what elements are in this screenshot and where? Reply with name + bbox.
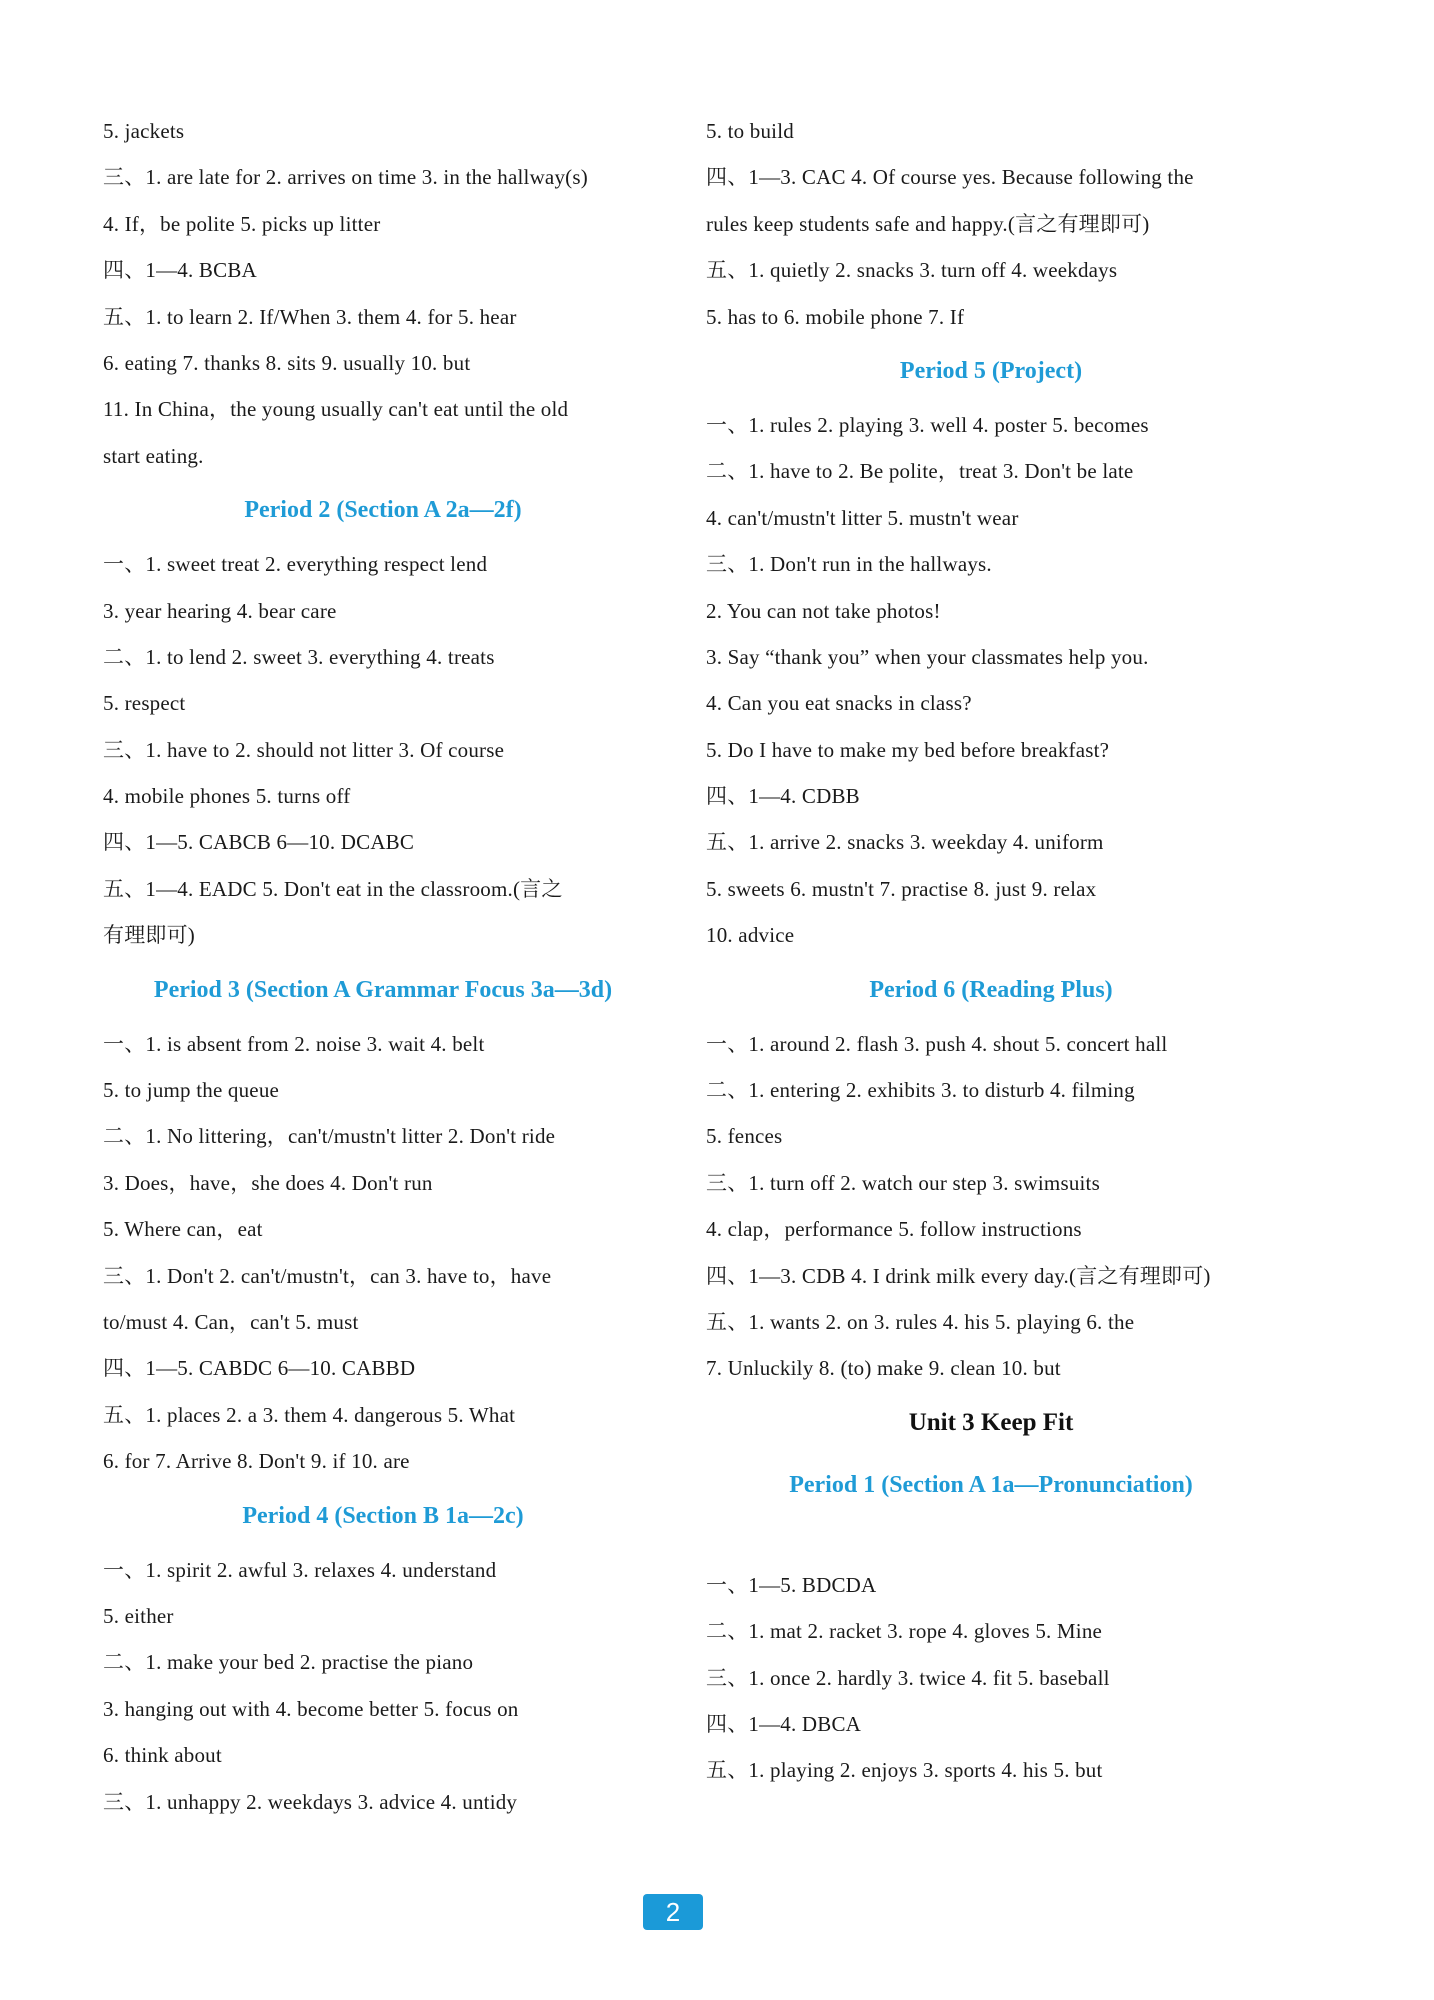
answer-line: 五、1. arrive 2. snacks 3. weekday 4. uniform [706,830,1104,855]
section-heading: Period 2 (Section A 2a—2f) [244,497,522,524]
answer-line: 一、1. spirit 2. awful 3. relaxes 4. understand [103,1557,497,1582]
answer-line: 有理即可) [103,923,195,948]
answer-line: 11. In China，the young usually can't eat until the old [103,397,569,422]
answer-line: 三、1. Don't run in the hallways. [706,552,992,577]
answer-line: 四、1—3. CDB 4. I drink milk every day.(言之有理即可) [706,1263,1211,1288]
answer-line: 二、1. No littering，can't/mustn't litter 2. Don't ride [103,1124,556,1149]
answer-line: 四、1—5. CABDC 6—10. CABBD [103,1356,416,1381]
answer-line: 4. can't/mustn't litter 5. mustn't wear [706,505,1019,530]
answer-line: 二、1. to lend 2. sweet 3. everything 4. treats [103,644,495,669]
right-column [706,108,1276,1794]
answer-line: 3. year hearing 4. bear care [103,598,337,623]
answer-line: 3. hanging out with 4. become better 5. focus on [103,1696,519,1721]
answer-line: 一、1. sweet treat 2. everything respect lend [103,552,488,577]
answer-line: 3. Say “thank you” when your classmates help you. [706,644,1149,669]
answer-line: 三、1. turn off 2. watch our step 3. swimsuits [706,1170,1100,1195]
section-heading: Period 5 (Project) [899,357,1083,384]
section-heading: Period 3 (Section A Grammar Focus 3a—3d) [153,976,613,1003]
answer-line: 三、1. Don't 2. can't/mustn't，can 3. have to，have [103,1263,552,1288]
answer-line: 三、1. have to 2. should not litter 3. Of course [103,737,505,762]
answer-line: 五、1. places 2. a 3. them 4. dangerous 5. What [103,1402,516,1427]
answer-line: 3. Does，have，she does 4. Don't run [103,1170,433,1195]
page-number: 2 [643,1894,703,1930]
answer-line: 4. Can you eat snacks in class? [706,691,972,716]
answer-line: 二、1. have to 2. Be polite，treat 3. Don't be late [706,459,1134,484]
answer-line: 5. Do I have to make my bed before breakfast? [706,737,1110,762]
answer-line: 一、1. rules 2. playing 3. well 4. poster 5. becomes [706,412,1149,437]
answer-line: 5. has to 6. mobile phone 7. If [706,304,965,329]
answer-line: 一、1—5. BDCDA [706,1572,877,1597]
answer-line: start eating. [103,443,204,468]
answer-line: 4. If，be polite 5. picks up litter [103,211,381,236]
answer-line: 三、1. are late for 2. arrives on time 3. in the hallway(s) [103,165,588,190]
answer-line: to/must 4. Can，can't 5. must [103,1309,359,1334]
answer-line: 5. respect [103,691,186,716]
answer-line: 四、1—5. CABCB 6—10. DCABC [103,830,415,855]
answer-line: 4. mobile phones 5. turns off [103,784,351,809]
answer-line: 一、1. around 2. flash 3. push 4. shout 5. concert hall [706,1031,1168,1056]
answer-line: 4. clap，performance 5. follow instructions [706,1217,1082,1242]
answer-line: 四、1—3. CAC 4. Of course yes. Because following the [706,165,1194,190]
answer-line: 6. think about [103,1743,222,1768]
answer-line: 6. eating 7. thanks 8. sits 9. usually 10. but [103,350,471,375]
answer-line: 四、1—4. CDBB [706,784,860,809]
spacer [706,1516,1276,1562]
answer-line: 5. to build [706,119,794,143]
answer-line: 二、1. entering 2. exhibits 3. to disturb 4. filming [706,1078,1135,1103]
answer-line: 四、1—4. BCBA [103,258,257,283]
answer-line: 三、1. unhappy 2. weekdays 3. advice 4. untidy [103,1789,518,1814]
answer-line: 7. Unluckily 8. (to) make 9. clean 10. but [706,1356,1061,1381]
answer-line: 5. sweets 6. mustn't 7. practise 8. just 9. relax [706,876,1097,901]
left-column [103,108,663,1825]
answer-line: 10. advice [706,923,795,948]
answer-line: 5. to jump the queue [103,1078,280,1103]
answer-line: 5. jackets [103,119,185,143]
answer-line: 五、1. wants 2. on 3. rules 4. his 5. playing 6. the [706,1309,1135,1334]
answer-line: 一、1. is absent from 2. noise 3. wait 4. belt [103,1031,485,1056]
answer-line: 五、1—4. EADC 5. Don't eat in the classroom.(言之 [103,876,563,901]
answer-line: 五、1. to learn 2. If/When 3. them 4. for 5. hear [103,304,517,329]
section-heading: Period 6 (Reading Plus) [869,976,1113,1003]
answer-line: 6. for 7. Arrive 8. Don't 9. if 10. are [103,1449,410,1474]
answer-line: 2. You can not take photos! [706,598,941,623]
answer-line: 二、1. mat 2. racket 3. rope 4. gloves 5. Mine [706,1619,1103,1644]
answer-line: 四、1—4. DBCA [706,1711,862,1736]
unit-title: Unit 3 Keep Fit [908,1408,1074,1436]
answer-line: 5. fences [706,1124,783,1149]
section-heading: Period 4 (Section B 1a—2c) [242,1502,524,1529]
section-heading: Period 1 (Section A 1a—Pronunciation) [789,1471,1193,1498]
answer-line: 五、1. playing 2. enjoys 3. sports 4. his 5. but [706,1758,1103,1783]
answer-line: 5. Where can，eat [103,1217,263,1242]
answer-line: 五、1. quietly 2. snacks 3. turn off 4. weekdays [706,258,1118,283]
answer-line: 三、1. once 2. hardly 3. twice 4. fit 5. baseball [706,1665,1110,1690]
answer-line: 5. either [103,1603,174,1628]
answer-line: rules keep students safe and happy.(言之有理即可) [706,211,1150,236]
answer-line: 二、1. make your bed 2. practise the piano [103,1650,474,1675]
